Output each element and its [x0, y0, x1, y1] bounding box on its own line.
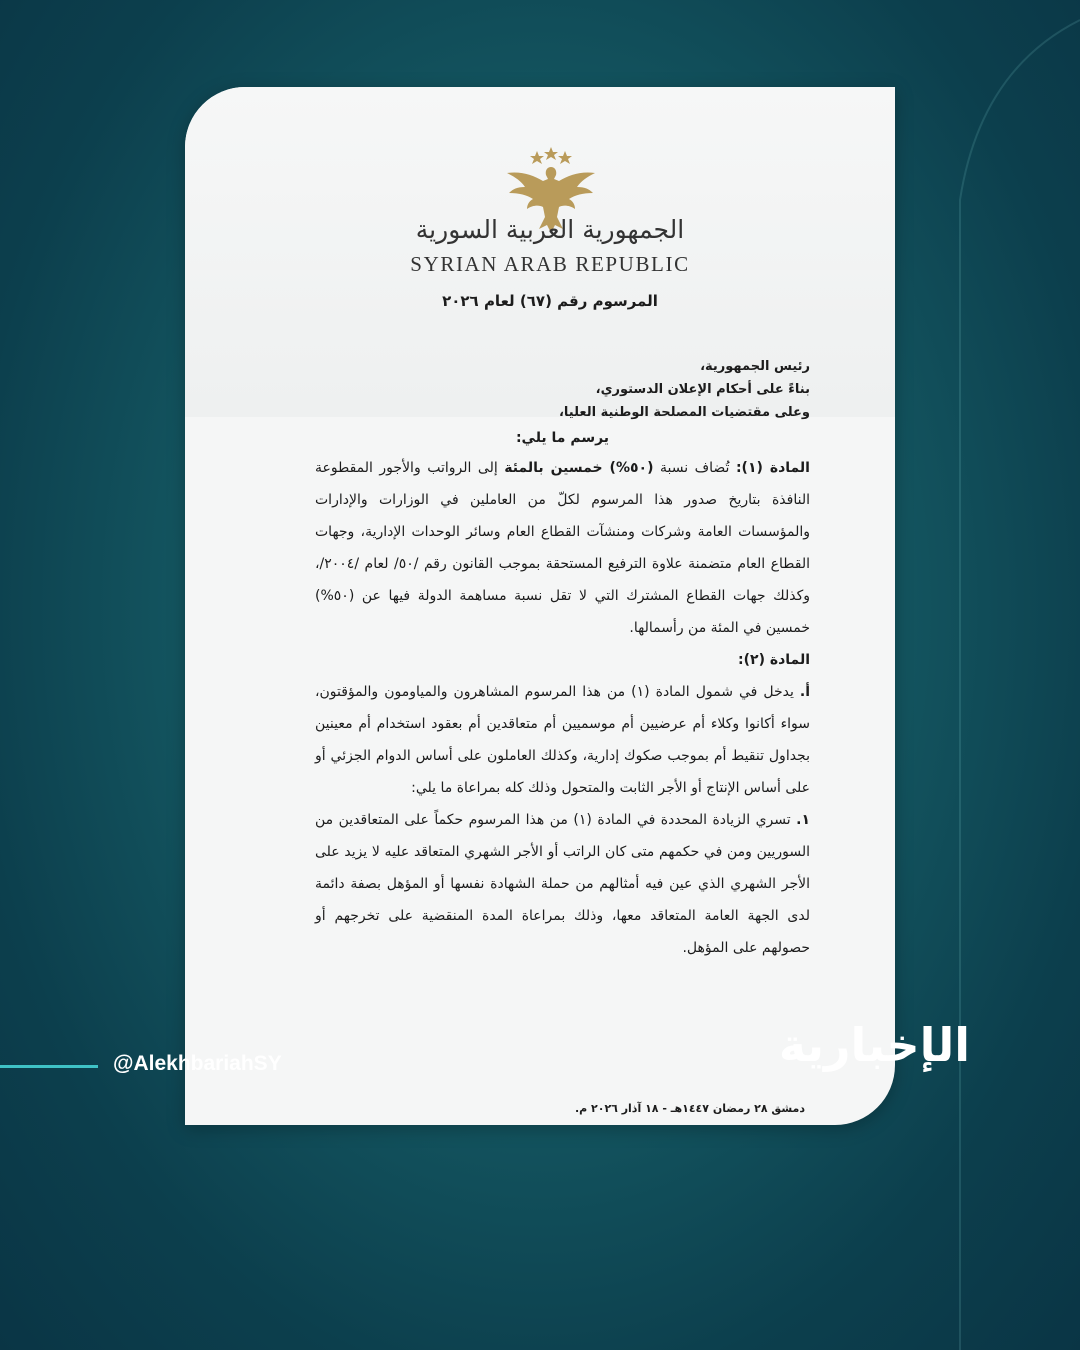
article-1	[315, 452, 810, 644]
item-a-text: يدخل في شمول المادة (١) من هذا المرسوم المشاهرون والمياومون والمؤقتون، سواء أكانوا وكلاء أم عرضيين أم موسميين أم متعاقدين أم بعقود استخدام أم معينين بجداول تنقيط أم بموجب صكوك إدارية، وكذلك العاملون على أساس الدوام الجزئي أو على أساس الإنتاج أو الأجر الثابت والمتحول وذلك كله بمراعاة ما يلي:	[315, 684, 810, 796]
handle-divider	[0, 1065, 98, 1068]
republic-name-english: SYRIAN ARAB REPUBLIC	[410, 252, 690, 276]
date-line: دمشق ٢٨ رمضان ١٤٤٧هـ - ١٨ آذار ٢٠٢٦ م.	[574, 1102, 805, 1115]
decree-title: المرسوم رقم (٦٧) لعام ٢٠٢٦	[442, 292, 658, 310]
article-2-item-1	[315, 804, 810, 964]
decree-body	[315, 355, 810, 964]
social-handle: @AlekhbariahSY	[113, 1052, 282, 1075]
item-1-label: ١.	[796, 812, 810, 828]
decree-document	[185, 87, 895, 1125]
brand-logo: الإخبارية	[778, 1018, 970, 1072]
article-2-label: المادة (٢):	[738, 652, 810, 668]
decrees-heading: يرسم ما يلي:	[515, 430, 610, 446]
preamble-line-1: رئيس الجمهورية،	[700, 359, 810, 374]
republic-name-arabic: الجمهورية العربية السورية	[415, 215, 685, 244]
article-1-pre: تُضاف نسبة	[653, 460, 736, 476]
item-1-text: تسري الزيادة المحددة في المادة (١) من هذا المرسوم حكماً على المتعاقدين من السوريين ومن في حكمهم متى كان الراتب أو الأجر الشهري المتعاقد عليه لا يزيد على الأجر الشهري الذي عين فيه أمثالهم من حملة الشهادة نفسها أو المؤهل بصفة دائمة لدى الجهة العامة المتعاقد معها، وذلك بمراعاة المدة المنقضية على تخرجهم أو حصولهم على المؤهل.	[315, 812, 810, 956]
article-2-item-a	[315, 676, 810, 804]
article-1-label: المادة (١):	[735, 460, 810, 476]
item-a-label: أ.	[799, 684, 810, 700]
article-1-text: إلى الرواتب والأجور المقطوعة النافذة بتاريخ صدور هذا المرسوم لكلّ من العاملين في الوزارات والإدارات والمؤسسات العامة وشركات ومنشآت القطاع العام وسائر الوحدات الإدارية، وجهات القطاع العام متضمنة علاوة الترفيع المستحقة بموجب القانون رقم /٥٠/ لعام /٢٠٠٤/، وكذلك جهات القطاع المشترك التي لا تقل نسبة مساهمة الدولة فيها عن (٥٠%) خمسين في المئة من رأسمالها.	[315, 460, 810, 636]
article-1-bold: (٥٠%) خمسين بالمئة	[504, 460, 654, 476]
preamble-line-2: بناءً على أحكام الإعلان الدستوري،	[595, 382, 810, 397]
preamble-line-3: وعلى مقتضيات المصلحة الوطنية العليا،	[558, 405, 810, 420]
